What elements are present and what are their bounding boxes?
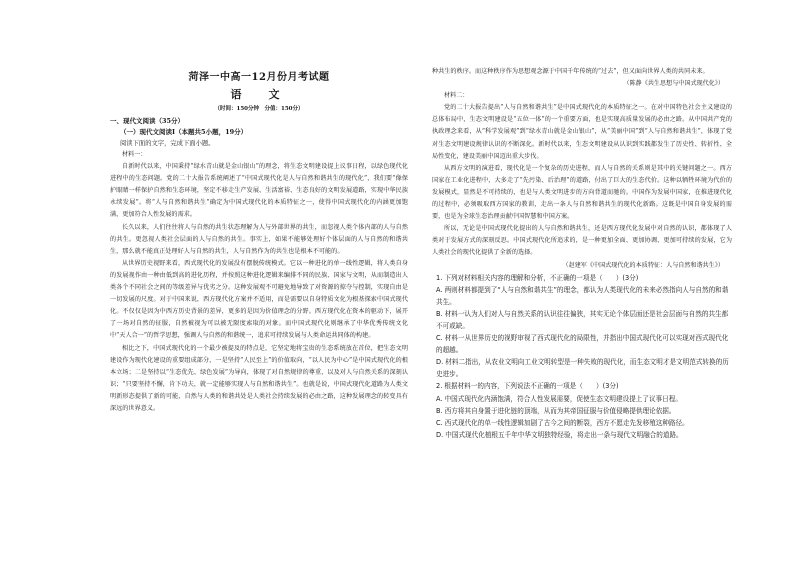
section-heading: 一、现代文阅读（35分）: [110, 117, 185, 125]
right-column: [432, 66, 732, 441]
question-option: A. 两则材料都提到了“人与自然和谐共生”的理念，都认为人类现代化的未来必然指向人与自然的和谐共生。: [436, 285, 729, 306]
material-label: 材料一：: [122, 151, 147, 158]
material-paragraph: 从世界历史视野来看，西式现代化的发展没有摆脱传统模式。它以一种进化的单一线性逻辑，将人类自身的发展视作由一种由低到高的进化历程，并按照这种进化逻辑来编排不同的民族、国家与文明，从而制造出人类各个不同社会之间的等级差异与优劣之分。这种发展观不可避免地导致了对资源的掠夺与控制，实现自由是一切发展的尺度。对于中国来说，西方现代化方案并不适用，而是需要以自身特质文化为根基探索中国式现代化。不仅仅是因为中西方历史背景的差异，更多的是因为价值理念的分野。西方现代化在资本的驱动下，展开了一场对自然的征服，自然被视为可以被无限度索取的对象。而中国式现代化则继承了中华优秀传统文化中“天人合一”的哲学思想，强调人与自然的和谐统一，追求可持续发展与人类命运共同体的构建。: [110, 259, 408, 340]
exam-meta: （时间：150分钟 分值：150分）: [214, 106, 304, 112]
material-paragraph: 相比之下，中国式现代化的一个最少被提及的特点是，它坚定地将宝贵的生态系统放在首位，把生态文明建设作为现代化建设的重要组成部分，一是坚持“人民至上”的价值取向，“以人民为中心”是中国式现代化的根本立场；二是坚持以“生态优先、绿色发展”为导向，体现了对自然规律的尊重，以及对人与自然关系的深刻认识；“只要坚持不懈，肯下功夫，就一定能够实现人与自然和谐共生”。也就是说，中国式现代化道路为人类文明新形态提供了新的可能，自然与人类的和谐共处是人类社会持续发展的必由之路，这种发展理念的转变具有深远的世界意义。: [110, 344, 408, 412]
question-option: C. 西式现代化的单一线性逻辑加剧了古今之间的断裂，西方不愿走先发移殖这种路径。: [436, 418, 689, 427]
exam-subject: 语 文: [230, 88, 288, 101]
subsection-heading: （一）现代文阅读Ⅰ（本题共5小题，19分）: [120, 128, 248, 136]
material-paragraph: 从西方文明的演进看，现代化是一个复杂的历史进程，而人与自然的关系则是其中的关键问题之一。西方国家在工业化进程中，大多走了“先污染、后治理”的道路，付出了巨大的生态代价。这种以牺牲环境为代价的发展模式，显然是不可持续的，也是与人类文明进步的方向背道而驰的。中国作为发展中国家，在推进现代化的过程中，必须吸取西方国家的教训，走出一条人与自然和谐共生的现代化新路。这既是中国自身发展的需要，也是为全球生态治理贡献中国智慧和中国方案。: [432, 164, 732, 221]
material-paragraph: 所以，无论是中国式现代化提出的人与自然和谐共生，还是西方现代化发展中对自然的认识，都体现了人类对于发展方式的深刻反思。中国式现代化所追求的，是一种更加全面、更加协调、更加可持续的发展，它为人类社会的现代化提供了全新的选择。: [432, 225, 732, 257]
material-label: 材料二：: [444, 92, 469, 100]
source-citation: （陈静《共生思想与中国式现代化》）: [623, 80, 724, 88]
question-option: C. 材料一从世界历史的视野审视了西式现代化的局限性，并指出中国式现代化可以实现对西式现代化的超越。: [436, 334, 729, 355]
material-paragraph: 自新时代以来，中国秉持“绿水青山就是金山银山”的理念，将生态文明建设提上议事日程，以绿色现代化进程中的生态问题。党的二十大报告系统阐述了“中国式现代化是人与自然和谐共生的现代化”，我们要“像保护眼睛一样保护自然和生态环境，坚定不移走生产发展、生活富裕、生态良好的文明发展道路，实现中华民族永续发展”。将“人与自然和谐共生”确定为中国式现代化的本质特征之一，使得中国式现代化的内涵更加饱满，更加符合人性发展的需求。: [110, 163, 408, 219]
question-option: D. 材料二指出，从农业文明向工业文明转型是一种失败的现代化，而生态文明才是文明范式转换的历史进步。: [436, 358, 729, 379]
source-citation: （赵建军《中国式现代化的本质特征：人与自然和谐共生》）: [562, 261, 724, 269]
question-option: B. 材料一认为人们对人与自然关系的认识往往偏狭，其实无论个体层面还是社会层面与自然的共生都不可或缺。: [436, 309, 729, 330]
exam-title: 菏泽一中高一12月份月考试题: [188, 72, 330, 83]
question-stem: 1. 下列对材料相关内容的理解和分析，不正确的一项是（ ）(3分): [436, 273, 639, 282]
question-option: A. 中国式现代化内涵饱满，符合人性发展需要，促使生态文明建设提上了议事日程。: [436, 394, 682, 403]
material-paragraph: 长久以来，人们往往将人与自然的共生状态理解为人与外部世界的共生，而忽视人类个体内部的人与自然的共生。更忽视人类社会层面的人与自然的共生。事实上，如果不能够处理好个体层面的人与自然的和谐共生，那么就不能真正处理好人与自然的共生，人与自然作为的共生也是根本不可能的。: [110, 223, 408, 255]
question-option: D. 中国式现代化植根五千年中华文明独特经验，将走出一条与现代文明融合的道路。: [436, 430, 683, 439]
material-paragraph: 党的二十大报告提出“人与自然和谐共生”是中国式现代化的本质特征之一。在对中国特色社会主义建设的总体布局中，生态文明建设是“五位一体”的一个重要方面，也是实现高质量发展的必由之路。从中国共产党的执政理念来看，从“科学发展观”到“绿水青山就是金山银山”，从“美丽中国”到“人与自然和谐共生”，体现了党对生态文明建设规律认识的不断深化。新时代以来，生态文明建设从认识到实践都发生了历史性、转折性、全局性变化，建设美丽中国迈出重大步伐。: [432, 104, 732, 160]
left-column: [110, 68, 408, 415]
instruction-text: 阅读下面的文字，完成下面小题。: [120, 140, 215, 147]
question-stem: 2. 根据材料一的内容，下列说法不正确的一项是（ ）(3分): [436, 382, 619, 391]
question-option: B. 西方将其自身置于进化链的顶端，从而为其帝国征服与价值侵略提供理论依据。: [436, 406, 676, 415]
material-paragraph: 种共生的秩序。而这种秩序作为思想观念源于中国千年传统的“过去”，但又面向世界人类的共同未来。: [432, 68, 709, 75]
